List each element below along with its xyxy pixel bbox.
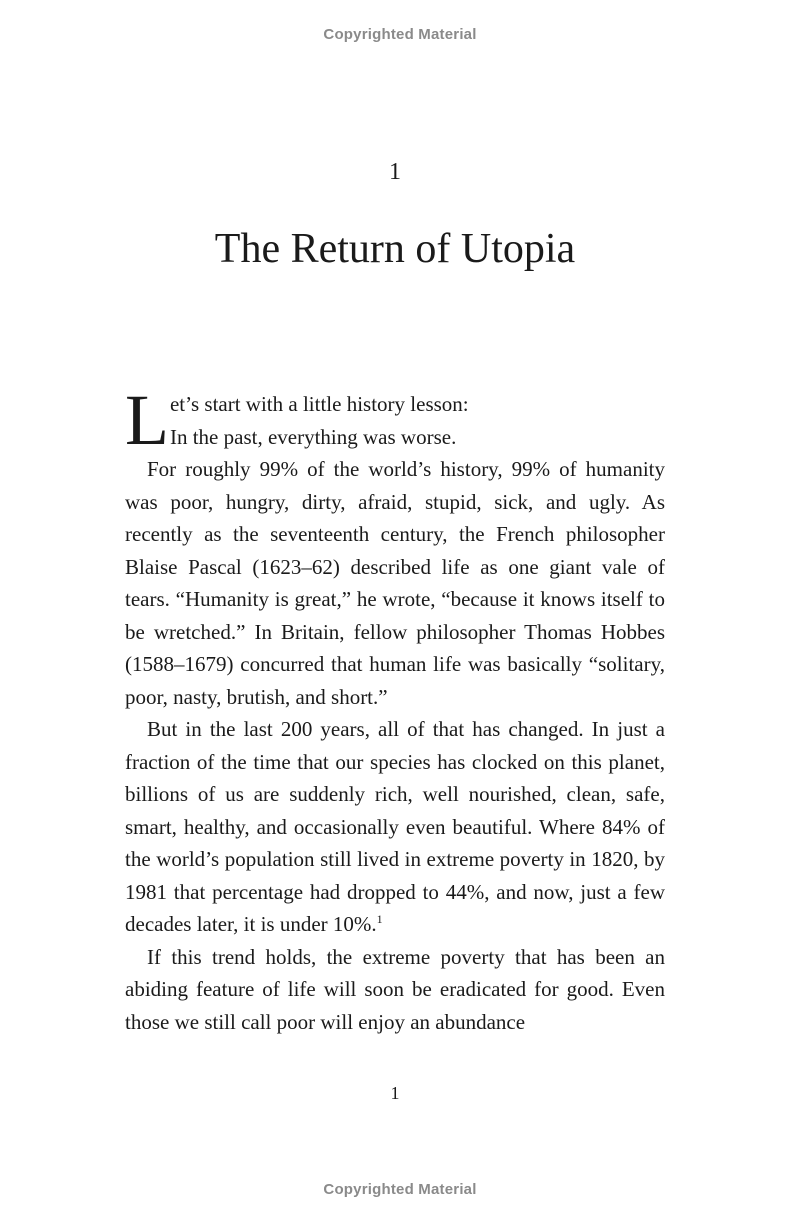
- opening-line-1: et’s start with a little history lesson:: [169, 392, 469, 416]
- paragraph-2: [125, 713, 665, 941]
- footnote-reference[interactable]: 1: [376, 912, 383, 926]
- chapter-number: 1: [389, 159, 401, 185]
- copyright-watermark-top: Copyrighted Material: [323, 26, 477, 43]
- paragraph-2-text: But in the last 200 years, all of that has changed. In just a fraction of the time that our species has clocked on this planet, billions of us are suddenly rich, well nourished, clean, safe, smart, healthy, and occasionally even beautiful. Where 84% of the world’s population still lived in extreme poverty in 1820, by 1981 that percentage had dropped to 44%, and now, just a few decades later, it is under 10%.: [125, 717, 665, 936]
- drop-cap: L: [125, 380, 169, 460]
- page-number: 1: [390, 1083, 400, 1103]
- copyright-watermark-bottom: Copyrighted Material: [323, 1181, 477, 1198]
- chapter-body: [125, 380, 665, 1038]
- paragraph-1: For roughly 99% of the world’s history, 99% of humanity was poor, hungry, dirty, afraid, stupid, sick, and ugly. As recently as the seventeenth century, the French philosopher Blaise Pascal (1623–62) described life as one giant vale of tears. “Humanity is great,” he wrote, “because it knows itself to be wretched.” In Britain, fellow philosopher Thomas Hobbes (1588–1679) concurred that human life was basically “solitary, poor, nasty, brutish, and short.”: [125, 457, 665, 709]
- chapter-title: The Return of Utopia: [214, 226, 576, 272]
- opening-line-2: In the past, everything was worse.: [169, 424, 457, 449]
- opening-paragraph: [125, 380, 665, 460]
- paragraph-3: If this trend holds, the extreme poverty that has been an abiding feature of life will soon be eradicated for good. Even those we still call poor will enjoy an abundance: [125, 944, 665, 1034]
